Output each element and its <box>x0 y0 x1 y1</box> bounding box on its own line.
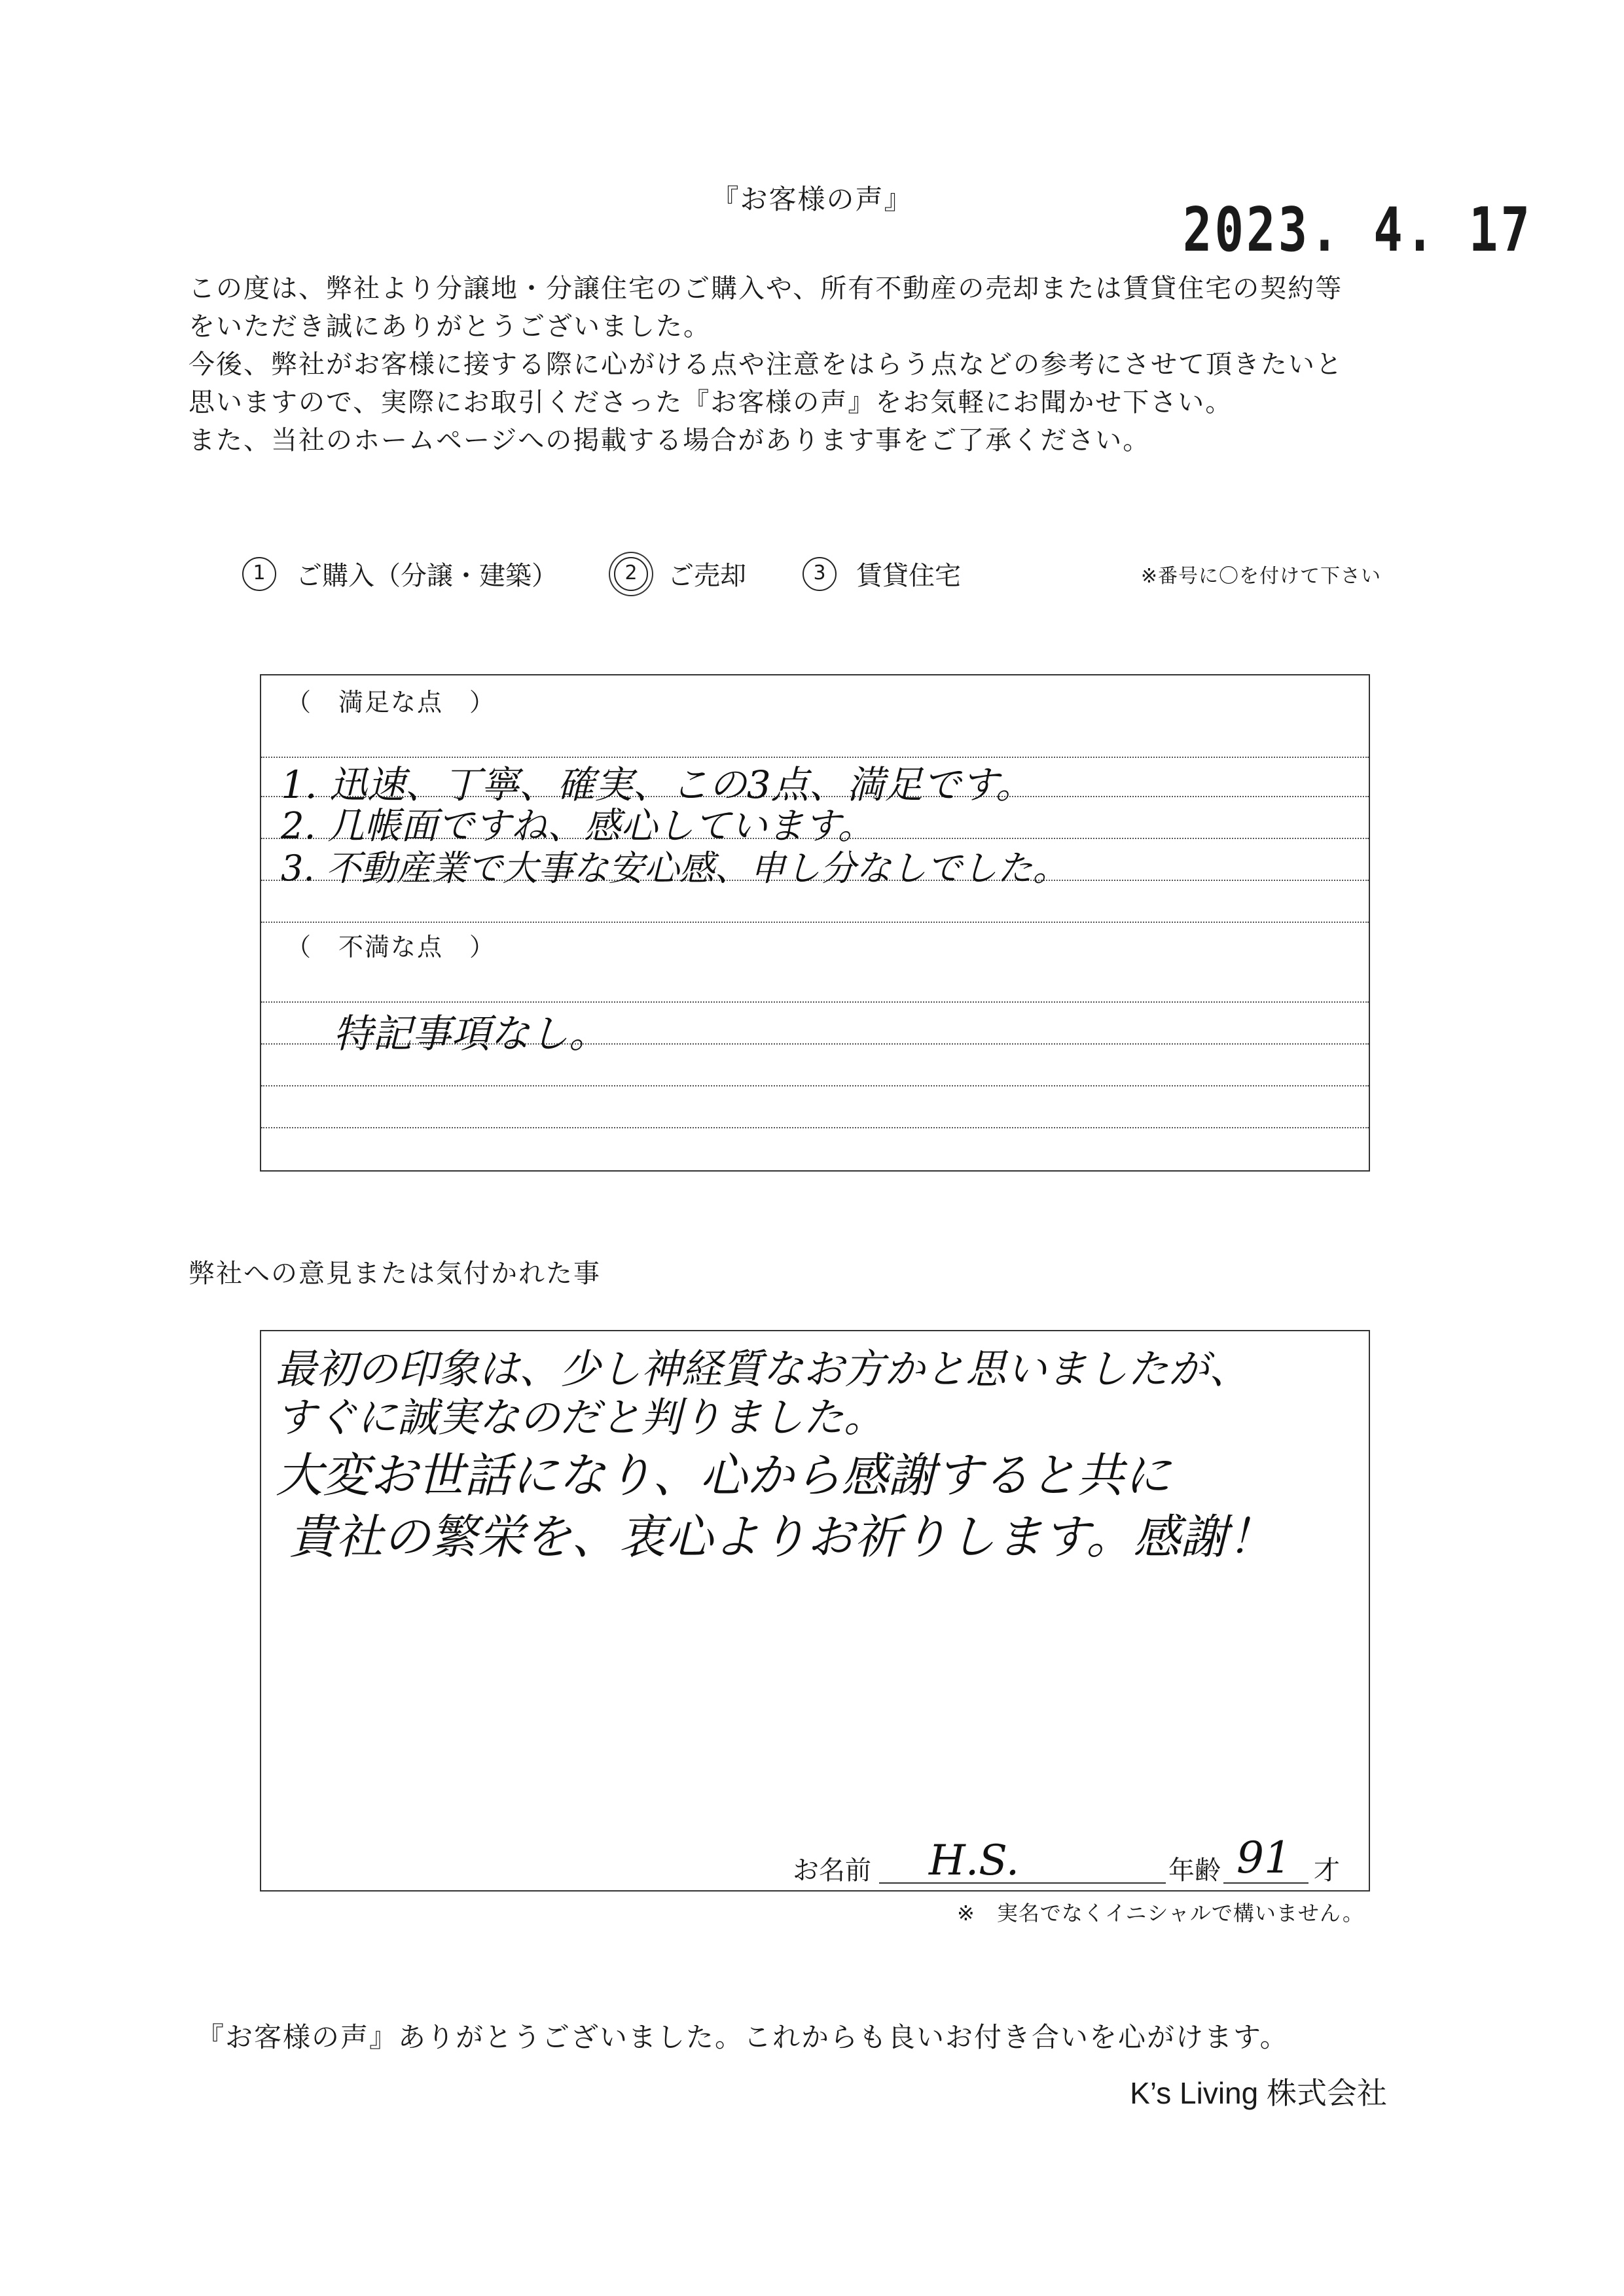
satisfied-label: （ 満足な点 ） <box>286 688 496 717</box>
intro-line: 今後、弊社がお客様に接する際に心がける点や注意をはらう点などの参考にさせて頂きたいと <box>189 350 1343 380</box>
age-unit: 才 <box>1314 1856 1340 1886</box>
option-label: ご売却 <box>668 561 746 591</box>
option-label: ご購入（分譲・建築） <box>296 561 558 591</box>
age-value: 91 <box>1236 1833 1291 1883</box>
dissatisfied-line-1: 特記事項なし。 <box>333 1011 608 1057</box>
intro-line: 思いますので、実際にお取引くださった『お客様の声』をお気軽にお聞かせ下さい。 <box>189 387 1233 418</box>
transaction-type-options <box>242 555 1381 592</box>
feedback-line-4: 貴社の繁栄を、衷心よりお祈りします。感謝！ <box>289 1509 1275 1564</box>
feedback-line-1: 最初の印象は、少し神経質なお方かと思いましたが、 <box>276 1345 1250 1393</box>
initials-note: ※ 実名でなくイニシャルで構いません。 <box>957 1901 1364 1926</box>
option-number-selected: 2 <box>614 557 648 591</box>
feedback-label: 弊社への意見または気付かれた事 <box>189 1259 601 1289</box>
company-name: K’s Living 株式会社 <box>1130 2076 1387 2110</box>
thank-you-message: 『お客様の声』ありがとうございました。これからも良いお付き合いを心がけます。 <box>196 2021 1289 2053</box>
page-title: 『お客様の声』 <box>711 183 913 215</box>
intro-line: また、当社のホームページへの掲載する場合があります事をご了承ください。 <box>189 425 1151 456</box>
feedback-box <box>260 1330 1370 1892</box>
option-sale[interactable] <box>614 555 746 592</box>
age-label: 年齢 <box>1168 1856 1221 1886</box>
evaluation-box <box>260 674 1370 1172</box>
name-label: お名前 <box>793 1856 871 1886</box>
intro-text <box>189 270 1432 459</box>
dissatisfied-label: （ 不満な点 ） <box>286 933 496 961</box>
intro-line: をいただき誠にありがとうございました。 <box>189 312 711 342</box>
option-rental[interactable] <box>803 555 961 592</box>
ruled-line <box>261 1085 1369 1086</box>
option-number: 1 <box>242 557 276 591</box>
option-label: 賃貸住宅 <box>856 561 961 591</box>
satisfied-line-1: 1. 迅速、丁寧、確実、この3点、満足です。 <box>281 762 1034 807</box>
option-purchase[interactable] <box>242 555 558 592</box>
option-number: 3 <box>803 557 837 591</box>
satisfied-line-2: 2. 几帳面ですね、感心しています。 <box>281 805 875 848</box>
feedback-line-3: 大変お世話になり、心から感謝すると共に <box>276 1448 1172 1503</box>
option-instruction: ※番号に〇を付けて下さい <box>1140 564 1381 588</box>
ruled-line <box>261 922 1369 923</box>
feedback-line-2: すぐに誠実なのだと判りました。 <box>276 1393 885 1441</box>
ruled-line <box>261 1127 1369 1128</box>
satisfied-line-3: 3. 不動産業で大事な安心感、申し分なしでした。 <box>281 848 1068 889</box>
intro-line: この度は、弊社より分譲地・分譲住宅のご購入や、所有不動産の売却または賃貸住宅の契約等 <box>189 274 1343 304</box>
date-stamp: 2023. 4. 17 <box>1182 195 1532 266</box>
name-underline <box>879 1882 1166 1884</box>
name-value: H.S. <box>929 1837 1020 1885</box>
